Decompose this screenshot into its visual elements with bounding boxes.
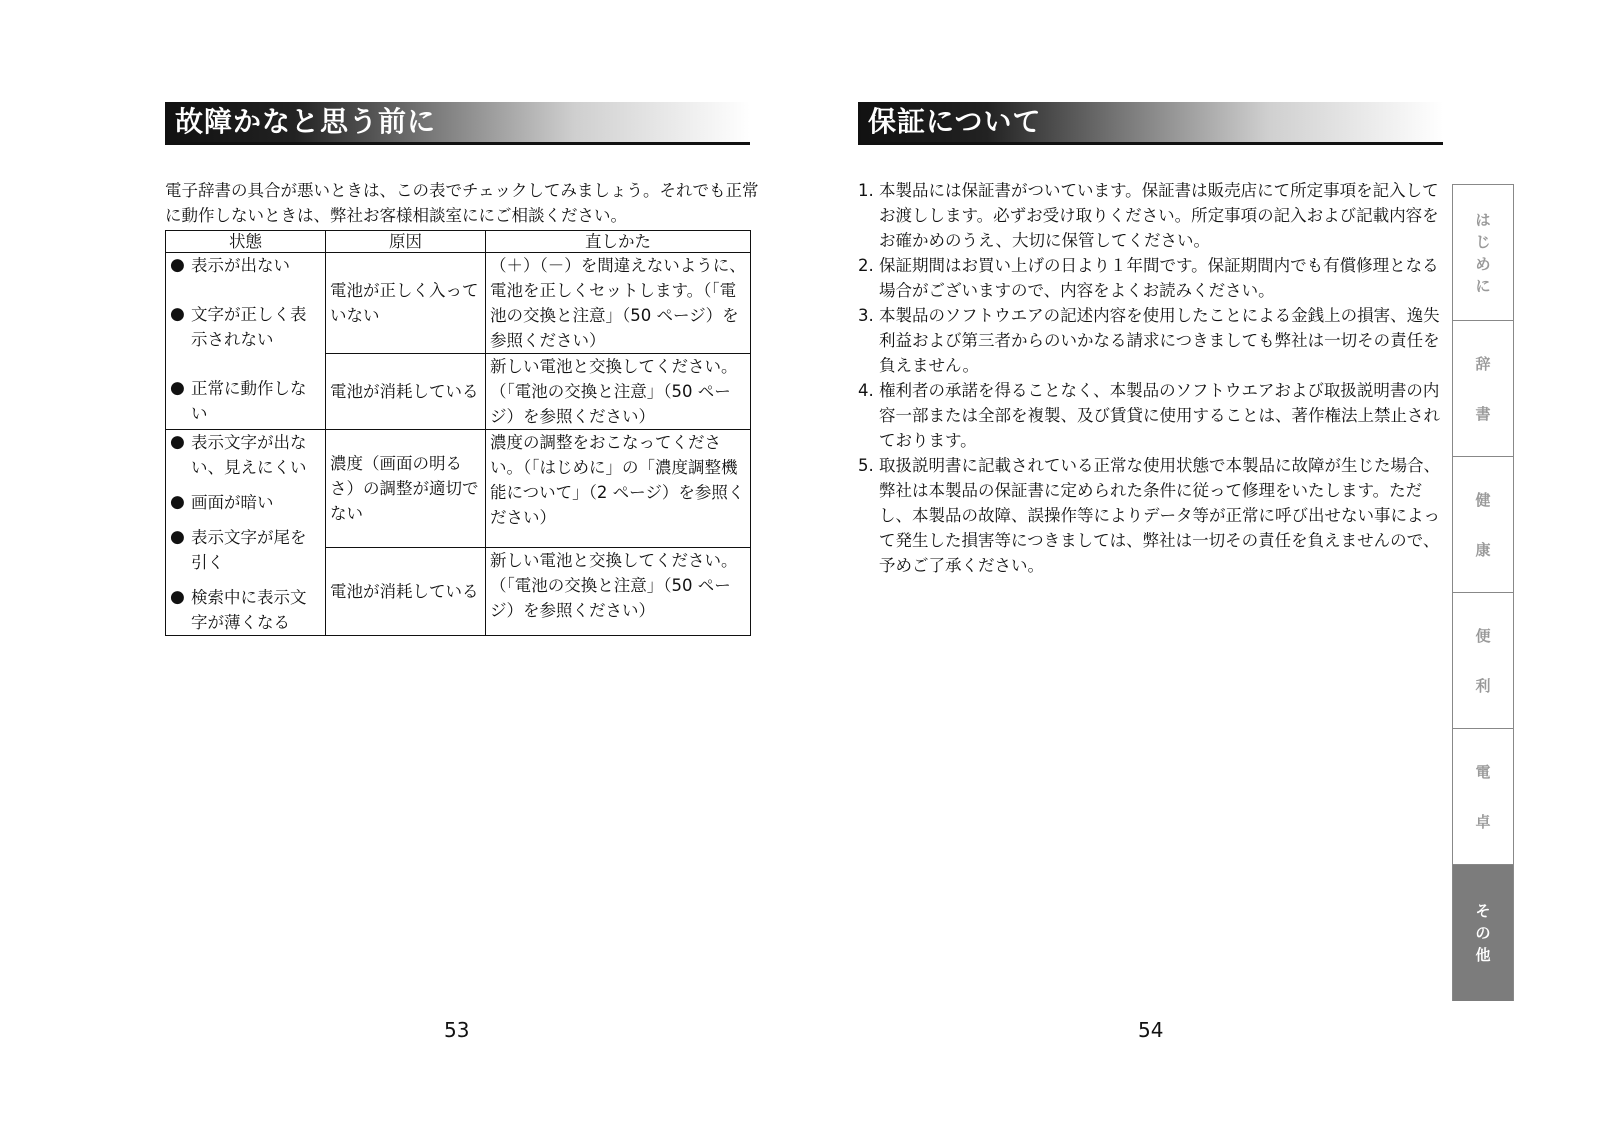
item-number: 4. <box>858 381 874 400</box>
state-item: ● 正常に動作しない <box>170 376 321 426</box>
fix-cell: 濃度の調整をおこなってください。（「はじめに」の「濃度調整機能について」（2 ページ）を参照ください） <box>486 430 751 548</box>
column-header-state: 状態 <box>166 231 326 253</box>
state-item: ● 検索中に表示文字が薄くなる <box>170 585 321 635</box>
state-item: ● 表示文字が尾を引く <box>170 525 321 575</box>
column-header-fix: 直しかた <box>486 231 751 253</box>
list-item <box>858 453 1448 578</box>
item-number: 2. <box>858 256 874 275</box>
state-list <box>170 430 321 635</box>
cause-cell: 電池が正しく入っていない <box>326 253 486 354</box>
tab-hajimeni[interactable]: は じ め に <box>1453 185 1513 321</box>
column-header-cause: 原因 <box>326 231 486 253</box>
state-cell <box>166 253 326 430</box>
cause-cell: 濃度（画面の明るさ）の調整が適切でない <box>326 430 486 548</box>
state-item: ● 画面が暗い <box>170 490 321 515</box>
page-title: 保証について <box>868 105 1042 138</box>
troubleshooting-table <box>165 230 751 636</box>
warranty-list <box>858 178 1448 578</box>
item-number: 3. <box>858 306 874 325</box>
state-item: ● 表示文字が出ない、見えにくい <box>170 430 321 480</box>
list-item <box>858 303 1448 378</box>
list-item <box>858 178 1448 253</box>
state-item: ● 表示が出ない <box>170 253 321 278</box>
fix-cell: （＋）（－）を間違えないように、電池を正しくセットします。（「電池の交換と注意」（50 ページ）を参照ください） <box>486 253 751 354</box>
item-text: 本製品には保証書がついています。保証書は販売店にて所定事項を記入してお渡しします。必ずお受け取りください。所定事項の記入および記載内容をお確かめのうえ、大切に保管してください。 <box>879 181 1439 250</box>
item-number: 5. <box>858 456 874 475</box>
table-row <box>166 430 751 548</box>
cause-cell: 電池が消耗している <box>326 547 486 635</box>
tab-benri[interactable]: 便 利 <box>1453 593 1513 729</box>
page-number: 53 <box>444 1018 470 1042</box>
item-text: 権利者の承諾を得ることなく、本製品のソフトウエアおよび取扱説明書の内容一部または全部を複製、及び賃貸に使用することは、著作権法上禁止されております。 <box>879 381 1440 450</box>
tab-dentaku[interactable]: 電 卓 <box>1453 729 1513 865</box>
list-item <box>858 253 1448 303</box>
page-number: 54 <box>1138 1018 1164 1042</box>
section-index-tabs <box>1452 184 1514 1001</box>
state-item: ● 文字が正しく表示されない <box>170 302 321 352</box>
tab-kenkou[interactable]: 健 康 <box>1453 457 1513 593</box>
intro-text: 電子辞書の具合が悪いときは、この表でチェックしてみましょう。それでも正常に動作しないときは、弊社お客様相談室ににご相談ください。 <box>165 181 759 225</box>
table-row <box>166 253 751 354</box>
section-header-warranty <box>858 102 1443 145</box>
item-number: 1. <box>858 181 874 200</box>
fix-cell: 新しい電池と交換してください。（「電池の交換と注意」（50 ページ）を参照ください） <box>486 547 751 635</box>
cause-cell: 電池が消耗している <box>326 354 486 430</box>
state-cell <box>166 430 326 636</box>
item-text: 取扱説明書に記載されている正常な使用状態で本製品に故障が生じた場合、弊社は本製品の保証書に定められた条件に従って修理をいたします。ただし、本製品の故障、誤操作等によりデータ等が正常に呼び出せない事によって発生した損害等につきましては、弊社は一切その責任を負えませんので、予めご了承ください。 <box>879 456 1440 575</box>
item-text: 本製品のソフトウエアの記述内容を使用したことによる金銭上の損害、逸失利益および第三者からのいかなる請求につきましても弊社は一切その責任を負えません。 <box>879 306 1440 375</box>
tab-sonota[interactable]: そ の 他 <box>1453 865 1513 1001</box>
fix-cell: 新しい電池と交換してください。（「電池の交換と注意」（50 ページ）を参照ください） <box>486 354 751 430</box>
tab-jisho[interactable]: 辞 書 <box>1453 321 1513 457</box>
state-list <box>170 253 321 426</box>
item-text: 保証期間はお買い上げの日より１年間です。保証期間内でも有償修理となる場合がございますので、内容をよくお読みください。 <box>879 256 1439 300</box>
page-title: 故障かなと思う前に <box>175 105 437 138</box>
list-item <box>858 378 1448 453</box>
section-header-troubleshooting <box>165 102 750 145</box>
table-header-row <box>166 231 751 253</box>
